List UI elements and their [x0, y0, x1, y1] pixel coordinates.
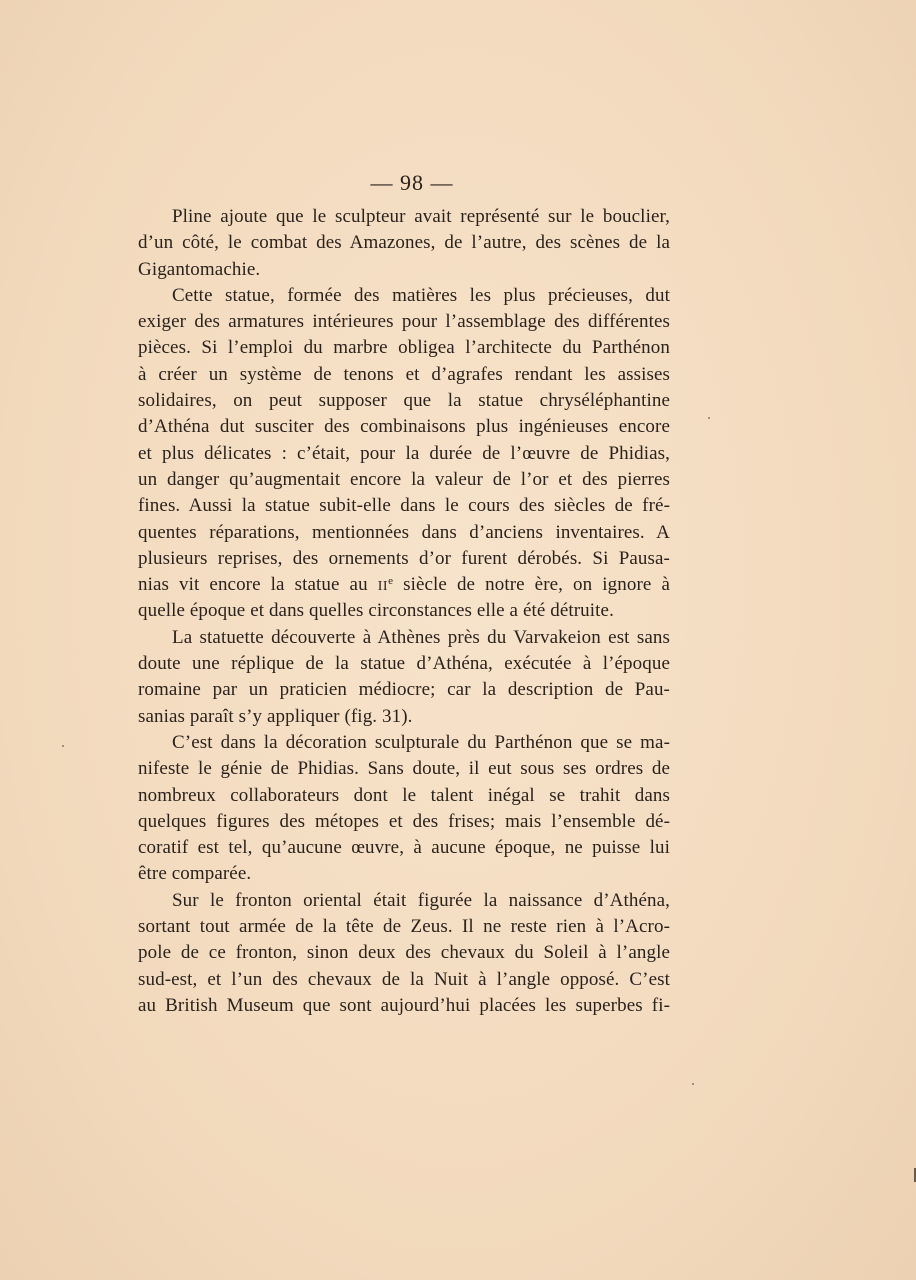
text-line: coratif est tel, qu’aucune œuvre, à aucune époque, ne puisse lui [138, 837, 670, 859]
text-line: quentes réparations, mentionnées dans d’anciens inventaires. A [138, 521, 670, 543]
text-segment: siècle de notre ère, on ignore à [393, 574, 670, 596]
text-line: pole de ce fronton, sinon deux des chevaux du Soleil à l’angle [138, 942, 670, 964]
body-text [138, 204, 670, 1019]
century-numeral: II [377, 579, 389, 595]
text-line: d’un côté, le combat des Amazones, de l’autre, des scènes de la [138, 232, 670, 254]
paper-speck [62, 745, 64, 747]
text-line: Sur le fronton oriental était figurée la naissance d’Athéna, [172, 889, 670, 911]
text-line: Pline ajoute que le sculpteur avait représenté sur le bouclier, [172, 206, 670, 227]
text-line: et plus délicates : c’était, pour la durée de l’œuvre de Phidias, [138, 442, 670, 464]
text-line: doute une réplique de la statue d’Athéna, exécutée à l’époque [138, 653, 670, 675]
text-line: d’Athéna dut susciter des combinaisons plus ingénieuses encore [138, 416, 670, 438]
text-line: nombreux collaborateurs dont le talent inégal se trahit dans [138, 784, 670, 806]
text-line: sortant tout armée de la tête de Zeus. Il ne reste rien à l’Acro- [138, 916, 670, 938]
text-line: romaine par un praticien médiocre; car la description de Pau- [138, 679, 670, 701]
text-line: quelques figures des métopes et des frises; mais l’ensemble dé- [138, 810, 670, 832]
text-line: pièces. Si l’emploi du marbre obligea l’architecte du Parthénon [138, 337, 670, 359]
paper-speck [692, 1083, 694, 1085]
text-line: un danger qu’augmentait encore la valeur de l’or et des pierres [138, 468, 670, 490]
text-line [138, 572, 670, 598]
text-line: sud-est, et l’un des chevaux de la Nuit à l’angle opposé. C’est [138, 968, 670, 990]
text-line: Gigantomachie. [138, 258, 261, 280]
text-segment: nias vit encore la statue au [138, 574, 368, 596]
text-line: nifeste le génie de Phidias. Sans doute, il eut sous ses ordres de [138, 758, 670, 780]
text-line: La statuette découverte à Athènes près du Varvakeion est sans [172, 626, 670, 648]
text-line: plusieurs reprises, des ornements d’or furent dérobés. Si Pausa- [138, 547, 670, 569]
text-line: à créer un système de tenons et d’agrafes rendant les assises [138, 363, 670, 385]
text-line: exiger des armatures intérieures pour l’assemblage des différentes [138, 311, 670, 333]
text-line: fines. Aussi la statue subit-elle dans le cours des siècles de fré- [138, 495, 670, 517]
text-line: être comparée. [138, 863, 252, 885]
text-line: sanias paraît s’y appliquer (fig. 31). [138, 705, 413, 727]
text-line: au British Museum que sont aujourd’hui placées les superbes fi- [138, 994, 670, 1016]
text-line: Cette statue, formée des matières les plus précieuses, dut [172, 284, 670, 306]
text-line: C’est dans la décoration sculpturale du Parthénon que se ma- [172, 731, 670, 753]
text-line: quelle époque et dans quelles circonstances elle a été détruite. [138, 600, 614, 622]
text-line: solidaires, on peut supposer que la statue chryséléphantine [138, 390, 670, 412]
page-number: — 98 — [370, 170, 454, 195]
paper-speck [708, 417, 710, 419]
superscript: e [388, 575, 394, 588]
